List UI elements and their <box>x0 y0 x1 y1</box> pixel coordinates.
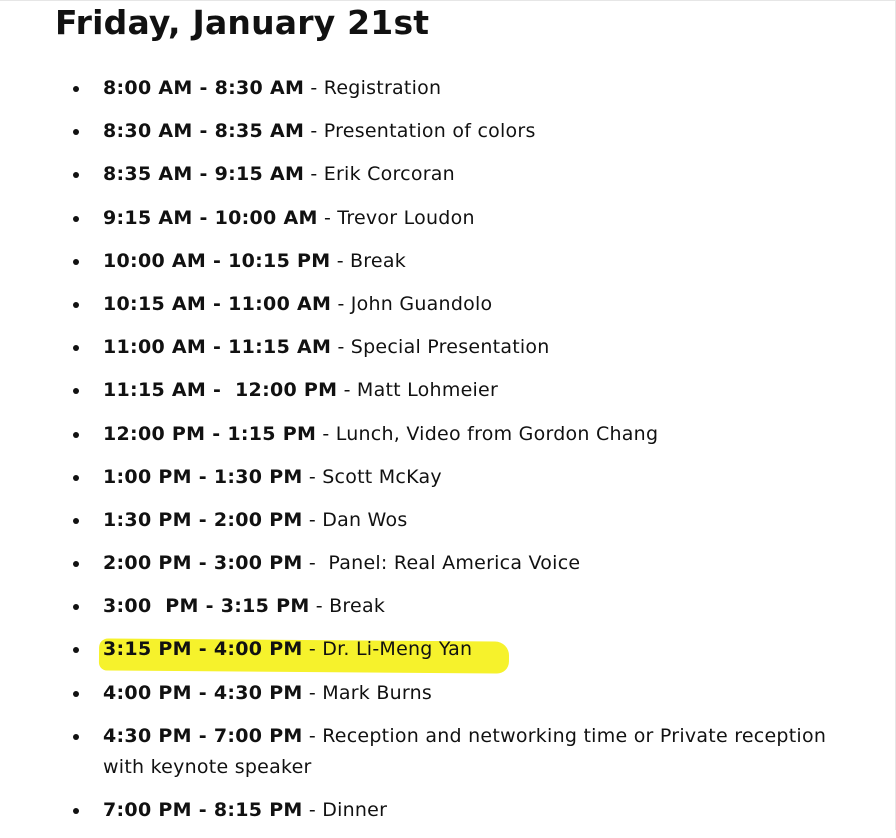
separator: - <box>302 638 323 661</box>
schedule-item-dinner <box>70 795 860 826</box>
separator: - <box>302 798 323 821</box>
bullet-icon <box>73 518 79 524</box>
bullet-icon <box>73 604 79 610</box>
schedule-item-break-afternoon <box>70 591 860 622</box>
schedule-list <box>70 73 860 838</box>
separator: - <box>304 163 324 186</box>
schedule-item-mark-burns <box>70 678 860 709</box>
event-description: Reception and networking time or Private reception with keynote speaker <box>103 724 827 778</box>
schedule-item-presentation-of-colors <box>70 116 860 147</box>
event-description: Panel: Real America Voice <box>328 552 581 575</box>
time-range: 4:00 PM - 4:30 PM <box>103 681 303 704</box>
event-description: Erik Corcoran <box>323 163 455 186</box>
schedule-item-registration <box>70 73 860 104</box>
time-range: 11:00 AM - 11:15 AM <box>103 336 332 359</box>
schedule-item-li-meng-yan <box>70 634 860 665</box>
bullet-icon <box>73 808 79 814</box>
bullet-icon <box>73 734 79 740</box>
event-description: Trevor Loudon <box>337 206 475 229</box>
event-description: Dinner <box>322 798 388 821</box>
event-description: Presentation of colors <box>323 120 536 143</box>
schedule-item-erik-corcoran <box>70 159 860 190</box>
bullet-icon <box>73 172 79 178</box>
time-range: 9:15 AM - 10:00 AM <box>103 206 318 229</box>
event-description: Matt Lohmeier <box>356 379 499 402</box>
bullet-icon <box>73 647 79 653</box>
time-range: 2:00 PM - 3:00 PM <box>103 552 303 575</box>
bullet-icon <box>73 129 79 135</box>
time-range: 8:30 AM - 8:35 AM <box>103 120 305 143</box>
bullet-icon <box>73 259 79 265</box>
bullet-icon <box>73 302 79 308</box>
time-range: 10:00 AM - 10:15 PM <box>103 249 331 272</box>
separator: - <box>302 681 323 704</box>
time-range: 3:15 PM - 4:00 PM <box>103 638 303 661</box>
schedule-item-panel <box>70 548 860 579</box>
time-range: 11:15 AM - 12:00 PM <box>103 379 338 402</box>
time-range: 7:00 PM - 8:15 PM <box>103 798 303 821</box>
bullet-icon <box>73 86 79 92</box>
separator: - <box>337 379 357 402</box>
bullet-icon <box>73 475 79 481</box>
time-range: 1:00 PM - 1:30 PM <box>103 465 303 488</box>
separator: - <box>304 120 324 143</box>
event-description: Mark Burns <box>322 681 433 704</box>
separator: - <box>330 249 350 272</box>
bullet-icon <box>73 345 79 351</box>
time-range: 1:30 PM - 2:00 PM <box>103 508 303 531</box>
schedule-item-trevor-loudon <box>70 203 860 234</box>
time-range: 12:00 PM - 1:15 PM <box>103 422 317 445</box>
event-description: John Guandolo <box>350 292 493 315</box>
schedule-item-reception <box>70 721 860 783</box>
separator: - <box>331 292 351 315</box>
time-range: 8:35 AM - 9:15 AM <box>103 163 305 186</box>
time-range: 8:00 AM - 8:30 AM <box>103 77 305 99</box>
time-range: 10:15 AM - 11:00 AM <box>103 292 332 315</box>
separator: - <box>304 77 324 99</box>
event-description: Dan Wos <box>322 508 408 531</box>
event-description: Registration <box>323 77 442 99</box>
bullet-icon <box>73 561 79 567</box>
event-description: Break <box>350 249 407 272</box>
schedule-item-scott-mckay <box>70 462 860 493</box>
top-border <box>0 0 896 1</box>
separator: - <box>331 336 351 359</box>
schedule-item-john-guandolo <box>70 289 860 320</box>
time-range: 4:30 PM - 7:00 PM <box>103 724 303 747</box>
bullet-icon <box>73 216 79 222</box>
schedule-item-break-morning <box>70 246 860 277</box>
schedule-item-lunch <box>70 419 860 450</box>
separator: - <box>302 552 329 575</box>
event-description: Dr. Li-Meng Yan <box>322 638 473 661</box>
event-description: Lunch, Video from Gordon Chang <box>335 422 659 445</box>
separator: - <box>316 422 336 445</box>
event-description: Scott McKay <box>322 465 442 488</box>
separator: - <box>317 206 338 229</box>
schedule-item-dan-wos <box>70 505 860 536</box>
separator: - <box>302 465 323 488</box>
separator: - <box>309 595 330 618</box>
event-description: Special Presentation <box>350 336 550 359</box>
schedule-item-matt-lohmeier <box>70 375 860 406</box>
event-description: Break <box>329 595 386 618</box>
bullet-icon <box>73 691 79 697</box>
schedule-item-special-presentation <box>70 332 860 363</box>
time-range: 3:00 PM - 3:15 PM <box>103 595 310 618</box>
bullet-icon <box>73 432 79 438</box>
bullet-icon <box>73 388 79 394</box>
separator: - <box>302 724 323 747</box>
page-title: Friday, January 21st <box>55 3 430 42</box>
separator: - <box>302 508 323 531</box>
